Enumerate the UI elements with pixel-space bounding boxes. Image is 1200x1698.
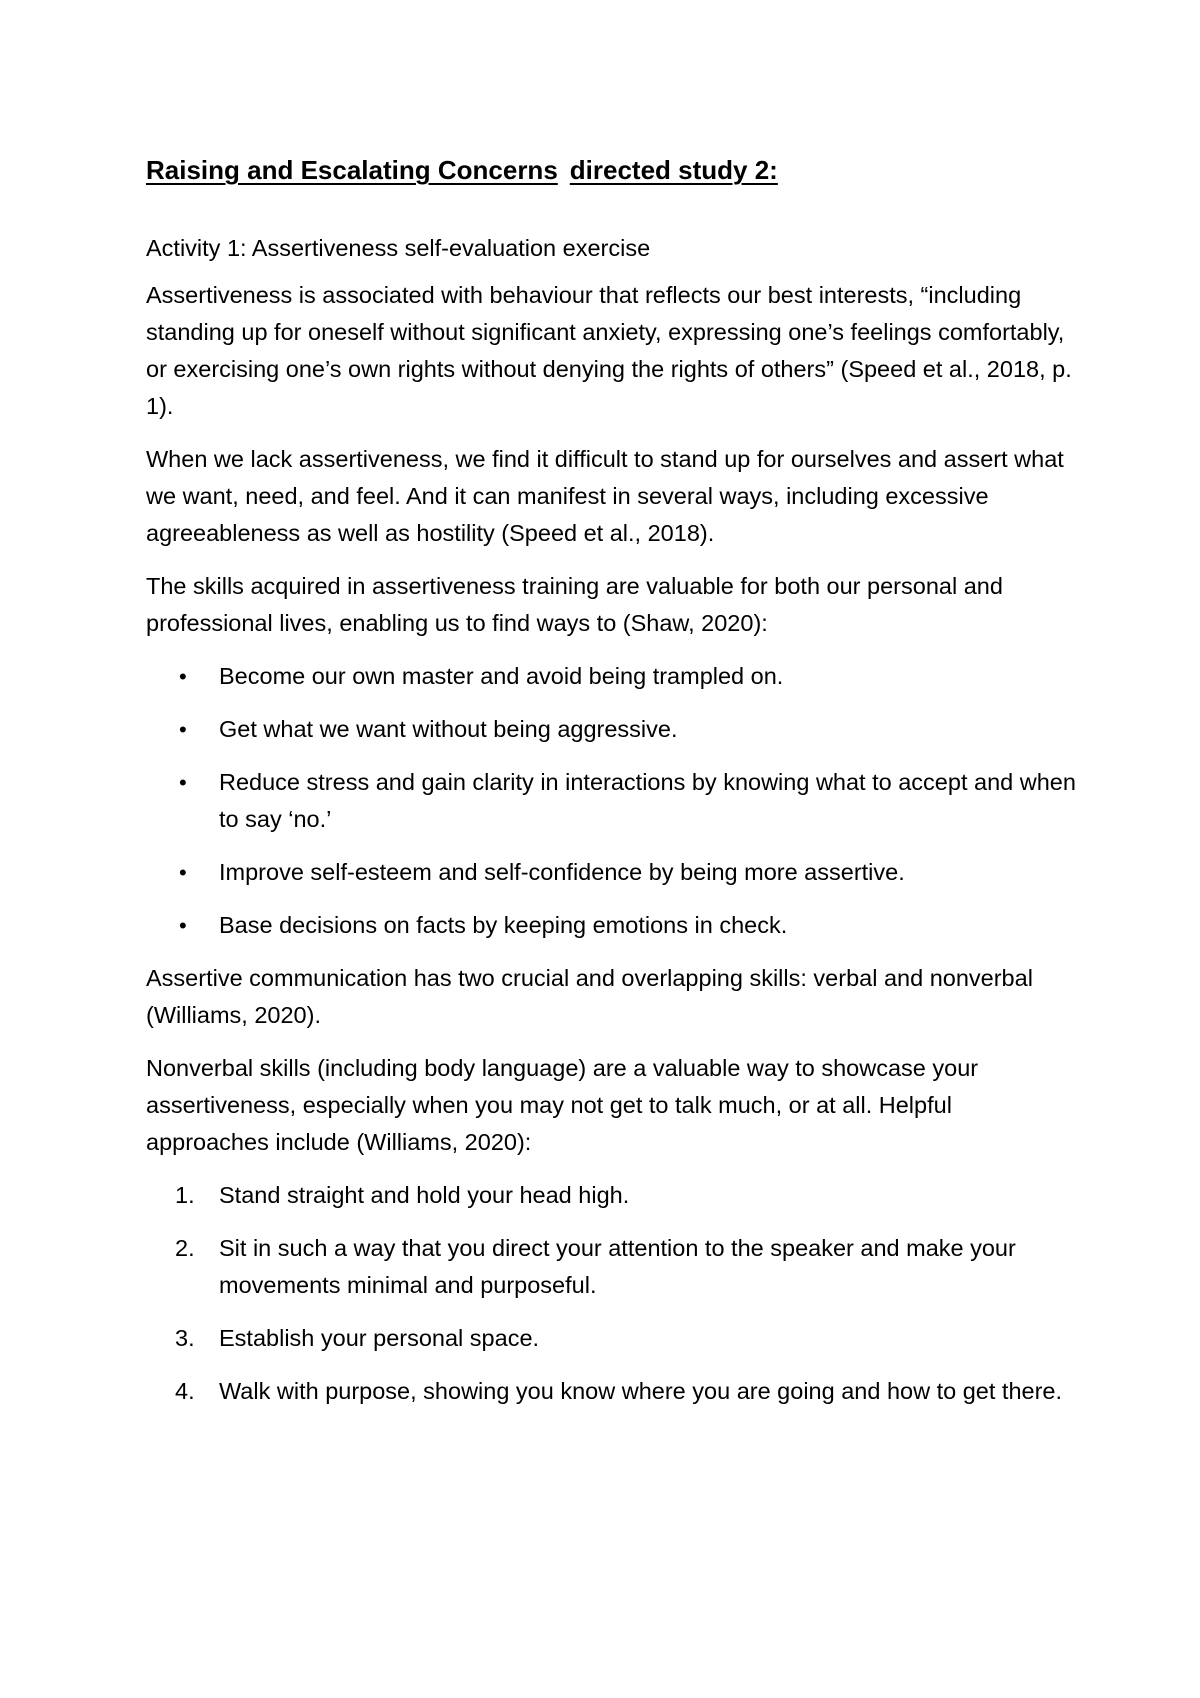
numbered-text: Establish your personal space. <box>219 1325 540 1351</box>
document-title <box>146 150 1076 190</box>
bullet-item <box>146 907 1076 944</box>
bullet-marker: • <box>179 717 187 742</box>
paragraph-lack-assertiveness: When we lack assertiveness, we find it difficult to stand up for ourselves and assert what we want, need, and feel. And it can manifest in several ways, including excessive agreeableness as well as hostility (Speed et al., 2018). <box>146 446 1064 546</box>
numbered-item <box>146 1320 1076 1357</box>
bullet-marker: • <box>179 664 187 689</box>
item-number: 4. <box>175 1378 195 1404</box>
bullet-item <box>146 711 1076 748</box>
numbered-text: Stand straight and hold your head high. <box>219 1182 630 1208</box>
paragraph-skills-intro: The skills acquired in assertiveness training are valuable for both our personal and professional lives, enabling us to find ways to (Shaw, 2020): <box>146 573 1003 636</box>
approaches-numbered-list <box>146 1177 1076 1410</box>
numbered-item <box>146 1230 1076 1304</box>
numbered-item <box>146 1373 1076 1410</box>
bullet-marker: • <box>179 913 187 938</box>
item-number: 3. <box>175 1325 195 1351</box>
title-subtitle: directed study 2: <box>569 155 778 185</box>
paragraph-definition: Assertiveness is associated with behaviour that reflects our best interests, “including standing up for oneself without significant anxiety, expressing one’s feelings comfortably, or exercising one’s own rights without denying the rights of others” (Speed et al., 2018, p. 1). <box>146 282 1072 419</box>
bullet-marker: • <box>179 770 187 795</box>
item-number: 2. <box>175 1235 195 1261</box>
bullet-text: Reduce stress and gain clarity in interactions by knowing what to accept and when to say ‘no.’ <box>219 769 1076 832</box>
bullet-item <box>146 764 1076 838</box>
paragraph-nonverbal-skills: Nonverbal skills (including body language) are a valuable way to showcase your assertiveness, especially when you may not get to talk much, or at all. Helpful approaches include (Williams, 2020): <box>146 1055 979 1155</box>
bullet-text: Become our own master and avoid being trampled on. <box>219 663 784 689</box>
benefits-bullet-list <box>146 658 1076 944</box>
document-body <box>146 150 1076 1426</box>
numbered-text: Sit in such a way that you direct your attention to the speaker and make your movements minimal and purposeful. <box>219 1235 1016 1298</box>
activity-heading: Activity 1: Assertiveness self-evaluation exercise <box>146 235 651 261</box>
bullet-marker: • <box>179 860 187 885</box>
bullet-text: Improve self-esteem and self-confidence by being more assertive. <box>219 859 905 885</box>
bullet-text: Base decisions on facts by keeping emotions in check. <box>219 912 788 938</box>
bullet-text: Get what we want without being aggressive. <box>219 716 678 742</box>
item-number: 1. <box>175 1182 195 1208</box>
bullet-item <box>146 854 1076 891</box>
numbered-item <box>146 1177 1076 1214</box>
title-topic: Raising and Escalating Concerns <box>146 155 558 185</box>
bullet-item <box>146 658 1076 695</box>
paragraph-communication-skills: Assertive communication has two crucial and overlapping skills: verbal and nonverbal (Williams, 2020). <box>146 965 1033 1028</box>
numbered-text: Walk with purpose, showing you know where you are going and how to get there. <box>219 1378 1063 1404</box>
